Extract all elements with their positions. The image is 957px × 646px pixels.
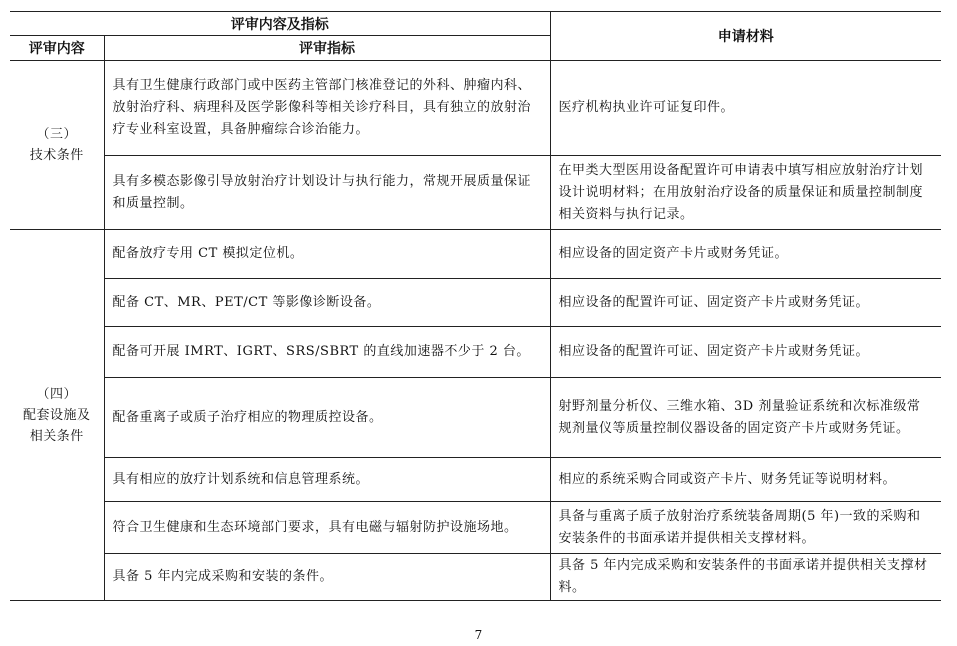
- material-cell: 相应的系统采购合同或资产卡片、财务凭证等说明材料。: [550, 458, 941, 502]
- indicator-cell: 具有多模态影像引导放射治疗计划设计与执行能力，常规开展质量保证和质量控制。: [104, 156, 550, 230]
- table-row: [10, 156, 941, 230]
- table-row: [10, 279, 941, 327]
- header-content: 评审内容: [10, 36, 104, 61]
- indicator-cell: 配备可开展 IMRT、IGRT、SRS/SBRT 的直线加速器不少于 2 台。: [104, 327, 550, 378]
- category-label: 技术条件: [29, 148, 84, 163]
- material-cell: 相应设备的固定资产卡片或财务凭证。: [550, 230, 941, 279]
- category-label: 相关条件: [29, 428, 84, 444]
- material-cell: 医疗机构执业许可证复印件。: [550, 61, 941, 156]
- header-material: 申请材料: [550, 12, 941, 61]
- table-row: [10, 378, 941, 458]
- category-cell-4: [10, 230, 104, 601]
- category-cell-3: [10, 61, 104, 230]
- indicator-cell: 具备 5 年内完成采购和安装的条件。: [104, 554, 550, 601]
- header-group: 评审内容及指标: [10, 12, 550, 36]
- table-row: [10, 554, 941, 601]
- category-label: 配套设施及: [22, 407, 91, 423]
- material-cell: 射野剂量分析仪、三维水箱、3D 剂量验证系统和次标准级常规剂量仪等质量控制仪器设备的固定资产卡片或财务凭证。: [550, 378, 941, 458]
- indicator-cell: 配备放疗专用 CT 模拟定位机。: [104, 230, 550, 279]
- table-row: [10, 502, 941, 554]
- material-cell: 在甲类大型医用设备配置许可申请表中填写相应放射治疗计划设计说明材料；在用放射治疗设备的质量保证和质量控制制度相关资料与执行记录。: [550, 156, 941, 230]
- header-indicator: 评审指标: [104, 36, 550, 61]
- material-cell: 具备与重离子质子放射治疗系统装备周期(5 年)一致的采购和安装条件的书面承诺并提供相关支撑材料。: [550, 502, 941, 554]
- indicator-cell: 配备重离子或质子治疗相应的物理质控设备。: [104, 378, 550, 458]
- indicator-cell: 具有相应的放疗计划系统和信息管理系统。: [104, 458, 550, 502]
- table-row: [10, 458, 941, 502]
- page-number: 7: [474, 628, 483, 642]
- review-criteria-table: [10, 11, 941, 601]
- category-label: （三）: [36, 127, 77, 142]
- table-row: [10, 327, 941, 378]
- indicator-cell: 配备 CT、MR、PET/CT 等影像诊断设备。: [104, 279, 550, 327]
- indicator-cell: 符合卫生健康和生态环境部门要求，具有电磁与辐射防护设施场地。: [104, 502, 550, 554]
- table-row: [10, 230, 941, 279]
- indicator-cell: 具有卫生健康行政部门或中医药主管部门核准登记的外科、肿瘤内科、放射治疗科、病理科及医学影像科等相关诊疗科目，具有独立的放射治疗专业科室设置，具备肿瘤综合诊治能力。: [104, 61, 550, 156]
- table-row: [10, 61, 941, 156]
- material-cell: 具备 5 年内完成采购和安装条件的书面承诺并提供相关支撑材料。: [550, 554, 941, 601]
- material-cell: 相应设备的配置许可证、固定资产卡片或财务凭证。: [550, 279, 941, 327]
- material-cell: 相应设备的配置许可证、固定资产卡片或财务凭证。: [550, 327, 941, 378]
- category-label: （四）: [36, 386, 77, 402]
